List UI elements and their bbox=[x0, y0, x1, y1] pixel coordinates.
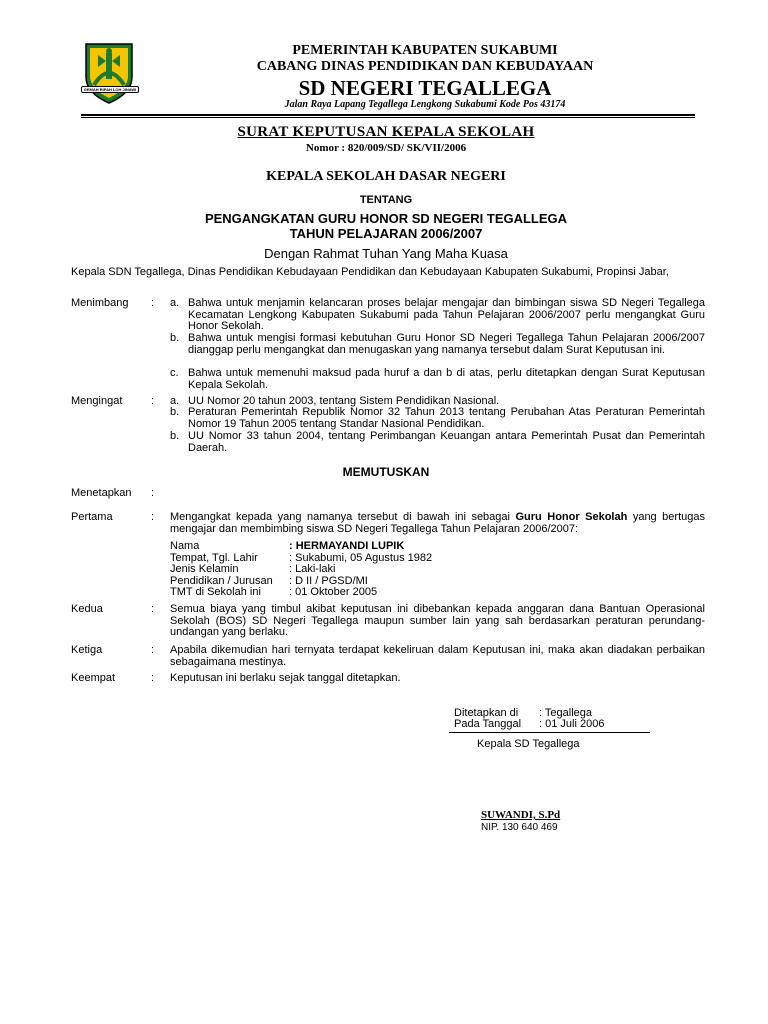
issuer-title: KEPALA SEKOLAH DASAR NEGERI bbox=[266, 169, 506, 184]
kedua-colon: : bbox=[151, 603, 155, 615]
field-nama-label: Nama bbox=[170, 540, 200, 552]
menetapkan-colon: : bbox=[151, 487, 155, 499]
letterhead-address: Jalan Raya Lapang Tegallega Lengkong Sukabumi Kode Pos 43174 bbox=[284, 99, 566, 110]
school-district-logo bbox=[83, 41, 137, 105]
mengingat-letter-c: b. bbox=[170, 430, 180, 442]
pertama-text-pre: Mengangkat kepada yang namanya tersebut di bawah ini sebagai bbox=[170, 511, 516, 523]
keempat-colon: : bbox=[151, 672, 155, 684]
letterhead-rule-thick bbox=[81, 114, 695, 116]
signatory-nip: NIP. 130 640 469 bbox=[481, 822, 558, 833]
field-jk-value: : Laki-laki bbox=[289, 563, 336, 575]
mengingat-item-b: Peraturan Pemerintah Republik Nomor 32 Tahun 2013 tentang Perubahan Atas Peraturan Pemerintah Nomor 19 Tahun 2005 tentang Standar Nasional Pendidikan. bbox=[188, 406, 705, 430]
kedua-text: Semua biaya yang timbul akibat keputusan ini dibebankan kepada anggaran dana Bantuan Operasional Sekolah (BOS) SD Negeri Tegallega maupun sumber lain yang sah berdasarkan peraturan perundang-undangan yang berlaku. bbox=[170, 603, 705, 639]
signatory-name: SUWANDI, S.Pd bbox=[481, 809, 561, 821]
subject-line-2: TAHUN PELAJARAN 2006/2007 bbox=[289, 226, 483, 241]
menimbang-colon: : bbox=[151, 297, 155, 309]
field-ttl-value: : Sukabumi, 05 Agustus 1982 bbox=[289, 552, 433, 564]
ketiga-label: Ketiga bbox=[71, 644, 103, 656]
signature-position: Kepala SD Tegallega bbox=[477, 738, 580, 750]
menetapkan-label: Menetapkan bbox=[71, 487, 132, 499]
ketiga-colon: : bbox=[151, 644, 155, 656]
ketiga-text: Apabila dikemudian hari ternyata terdapat kekeliruan dalam Keputusan ini, maka akan diadakan perbaikan sebagaimana mestinya. bbox=[170, 644, 705, 668]
pertama-text bbox=[170, 512, 705, 535]
menimbang-label: Menimbang bbox=[71, 297, 129, 309]
mengingat-letter-b: b. bbox=[170, 406, 180, 418]
field-tmt-label: TMT di Sekolah ini bbox=[170, 586, 261, 598]
logo-motto: GEMAH RIPAH LOH JINAWI bbox=[81, 86, 139, 93]
field-nama-value: : HERMAYANDI LUPIK bbox=[289, 540, 405, 552]
letterhead-office: CABANG DINAS PENDIDIKAN DAN KEBUDAYAAN bbox=[256, 59, 594, 74]
field-tmt-value: : 01 Oktober 2005 bbox=[289, 586, 378, 598]
signature-date-label: Pada Tanggal bbox=[454, 718, 522, 730]
menimbang-letter-a: a. bbox=[170, 297, 180, 309]
menimbang-item-a: Bahwa untuk menjamin kelancaran proses belajar mengajar dan bimbingan siswa SD Negeri Tegallega Kecamatan Lengkong Kabupaten Sukabumi pada Tahun Pelajaran 2006/2007 perlu mengangkat Guru Honor Sekolah. bbox=[188, 297, 705, 333]
field-pendidikan-value: : D II / PGSD/MI bbox=[289, 575, 368, 587]
signature-place-label: Ditetapkan di bbox=[454, 707, 519, 719]
mengingat-label: Mengingat bbox=[71, 395, 123, 407]
document-number: Nomor : 820/009/SD/ SK/VII/2006 bbox=[305, 142, 467, 154]
kedua-label: Kedua bbox=[71, 603, 103, 615]
document-title: SURAT KEPUTUSAN KEPALA SEKOLAH bbox=[237, 124, 535, 140]
pertama-colon: : bbox=[151, 511, 155, 523]
mengingat-item-c: UU Nomor 33 tahun 2004, tentang Perimbangan Keuangan antara Pemerintah Pusat dan Pemerintah Daerah. bbox=[188, 430, 705, 454]
pertama-label: Pertama bbox=[71, 511, 113, 523]
menimbang-item-b: Bahwa untuk mengisi formasi kebutuhan Guru Honor SD Negeri Tegallega Tahun Pelajaran 2006/2007 dianggap perlu mengangkat dan menugaskan yang namanya tersebut dalam Surat Keputusan ini. bbox=[188, 332, 705, 356]
signature-date-value: : 01 Juli 2006 bbox=[539, 718, 605, 730]
field-jk-label: Jenis Kelamin bbox=[170, 563, 239, 575]
signature-divider bbox=[449, 732, 650, 733]
field-ttl-label: Tempat, Tgl. Lahir bbox=[170, 552, 258, 564]
field-pendidikan-label: Pendidikan / Jurusan bbox=[170, 575, 273, 587]
letterhead-rule-thin bbox=[81, 117, 695, 118]
memutuskan-heading: MEMUTUSKAN bbox=[342, 465, 430, 479]
mengingat-item-a: UU Nomor 20 tahun 2003, tentang Sistem Pendidikan Nasional. bbox=[188, 395, 500, 407]
pertama-text-bold: Guru Honor Sekolah bbox=[515, 511, 628, 523]
tentang-heading: TENTANG bbox=[359, 194, 413, 206]
pertama-text-post: yang bertugas mengajar dan membimbing siswa SD Negeri Tegallega Tahun Pelajaran 2006/2007: bbox=[170, 511, 705, 535]
menimbang-letter-b: b. bbox=[170, 332, 180, 344]
invocation: Dengan Rahmat Tuhan Yang Maha Kuasa bbox=[264, 246, 508, 261]
menimbang-item-c: Bahwa untuk memenuhi maksud pada huruf a dan b di atas, perlu ditetapkan dengan Surat Keputusan Kepala Sekolah. bbox=[188, 367, 705, 391]
mengingat-letter-a: a. bbox=[170, 395, 180, 407]
mengingat-colon: : bbox=[151, 395, 155, 407]
shield-emblem-icon bbox=[84, 41, 134, 105]
menimbang-letter-c: c. bbox=[170, 367, 179, 379]
letterhead-school-name: SD NEGERI TEGALLEGA bbox=[298, 76, 552, 100]
keempat-label: Keempat bbox=[71, 672, 116, 684]
subject-line-1: PENGANGKATAN GURU HONOR SD NEGERI TEGALLEGA bbox=[204, 211, 568, 226]
signature-place-value: : Tegallega bbox=[539, 707, 593, 719]
keempat-text: Keputusan ini berlaku sejak tanggal ditetapkan. bbox=[170, 672, 401, 684]
letterhead-government: PEMERINTAH KABUPATEN SUKABUMI bbox=[292, 43, 558, 58]
intro-paragraph: Kepala SDN Tegallega, Dinas Pendidikan Kebudayaan Pendidikan dan Kebudayaan Kabupaten Sukabumi, Propinsi Jabar, bbox=[71, 266, 669, 278]
